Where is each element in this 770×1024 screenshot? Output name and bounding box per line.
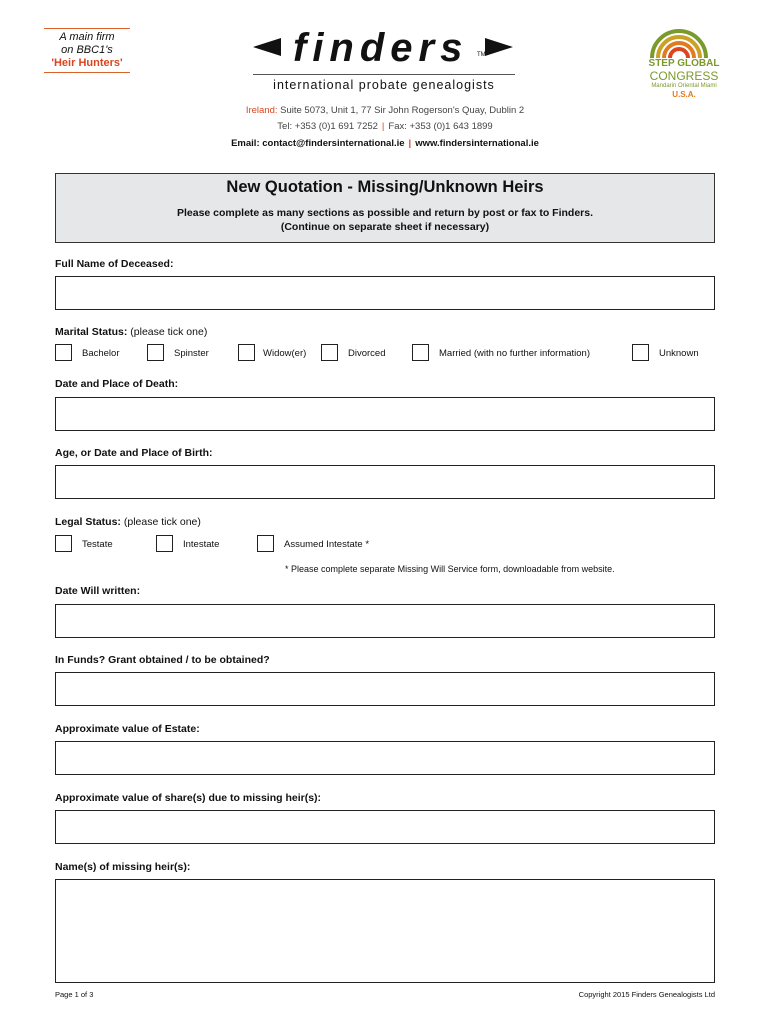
badge-line2: on BBC1's	[61, 44, 113, 56]
website-link[interactable]: www.findersinternational.ie	[415, 138, 539, 149]
address-text: Suite 5073, Unit 1, 77 Sir John Rogerson's Quay, Dublin 2	[280, 105, 525, 116]
legal-status-title: Legal Status:	[55, 516, 121, 528]
checkbox-married[interactable]	[412, 344, 429, 361]
step-line2: CONGRESS	[649, 69, 719, 83]
step-line1: STEP GLOBAL	[648, 58, 720, 69]
copyright: Copyright 2015 Finders Genealogists Ltd	[578, 990, 715, 999]
option-label-unknown: Unknown	[659, 348, 699, 359]
option-label-divorced: Divorced	[348, 348, 386, 359]
funds-label: In Funds? Grant obtained / to be obtained?	[55, 654, 270, 666]
marital-status-title: Marital Status:	[55, 326, 128, 338]
heirs-label: Name(s) of missing heir(s):	[55, 861, 191, 873]
option-label-bachelor: Bachelor	[82, 348, 120, 359]
legal-status-label	[55, 516, 201, 528]
tel-number: Tel: +353 (0)1 691 7252	[277, 121, 378, 132]
marital-status-options	[0, 344, 770, 364]
form-instructions: Please complete as many sections as possible and return by post or fax to Finders.	[176, 207, 594, 219]
option-label-testate: Testate	[82, 539, 113, 550]
funds-field[interactable]	[55, 672, 715, 706]
step-congress-logo	[634, 22, 734, 102]
phone-line	[180, 121, 590, 132]
checkbox-intestate[interactable]	[156, 535, 173, 552]
option-label-assumed-intestate: Assumed Intestate *	[284, 539, 370, 550]
tv-badge	[40, 28, 134, 75]
page-number: Page 1 of 3	[55, 990, 94, 999]
checkbox-testate[interactable]	[55, 535, 72, 552]
finders-logo	[253, 26, 515, 72]
step-line3: Mandarin Oriental Miami	[651, 83, 717, 89]
share-label: Approximate value of share(s) due to missing heir(s):	[55, 792, 322, 804]
logo-tagline: international probate genealogists	[253, 74, 515, 92]
checkbox-assumed-intestate[interactable]	[257, 535, 274, 552]
legal-status-hint: (please tick one)	[123, 516, 201, 528]
form-title: New Quotation - Missing/Unknown Heirs	[226, 178, 544, 196]
separator: |	[381, 121, 385, 132]
legal-status-options	[0, 535, 770, 555]
heirs-field[interactable]	[55, 879, 715, 983]
form-continuation-note: (Continue on separate sheet if necessary)	[280, 221, 490, 233]
legal-status-note: * Please complete separate Missing Will Service form, downloadable from website.	[285, 564, 615, 574]
logo-right-arrow-icon	[485, 38, 513, 56]
full-name-label: Full Name of Deceased:	[55, 258, 174, 270]
option-label-widower: Widow(er)	[263, 348, 307, 359]
logo-wordmark: finders	[293, 26, 469, 70]
checkbox-bachelor[interactable]	[55, 344, 72, 361]
separator: |	[408, 138, 412, 149]
death-label: Date and Place of Death:	[55, 378, 179, 390]
address-country: Ireland:	[245, 105, 278, 116]
fax-number: Fax: +353 (0)1 643 1899	[388, 121, 493, 132]
step-line4: U.S.A.	[672, 90, 696, 99]
marital-status-hint: (please tick one)	[130, 326, 208, 338]
checkbox-widower[interactable]	[238, 344, 255, 361]
marital-status-label	[55, 326, 207, 338]
full-name-field[interactable]	[55, 276, 715, 310]
logo-trademark: TM	[477, 52, 486, 58]
death-field[interactable]	[55, 397, 715, 431]
birth-field[interactable]	[55, 465, 715, 499]
email-address[interactable]: Email: contact@findersinternational.ie	[231, 138, 405, 149]
share-field[interactable]	[55, 810, 715, 844]
will-label: Date Will written:	[55, 585, 141, 597]
address-line	[180, 105, 590, 116]
badge-line1: A main firm	[59, 31, 115, 43]
logo-left-arrow-icon	[253, 38, 281, 56]
estate-field[interactable]	[55, 741, 715, 775]
badge-line3: 'Heir Hunters'	[51, 57, 123, 69]
birth-label: Age, or Date and Place of Birth:	[55, 447, 213, 459]
checkbox-unknown[interactable]	[632, 344, 649, 361]
contact-line	[150, 138, 620, 149]
option-label-intestate: Intestate	[183, 539, 220, 550]
estate-label: Approximate value of Estate:	[55, 723, 200, 735]
checkbox-divorced[interactable]	[321, 344, 338, 361]
badge-rule-bottom	[44, 72, 130, 73]
title-box	[55, 173, 715, 243]
option-label-spinster: Spinster	[174, 348, 209, 359]
option-label-married: Married (with no further information)	[439, 348, 590, 359]
rainbow-arcs-icon	[648, 24, 710, 58]
will-field[interactable]	[55, 604, 715, 638]
checkbox-spinster[interactable]	[147, 344, 164, 361]
badge-rule	[44, 28, 130, 29]
